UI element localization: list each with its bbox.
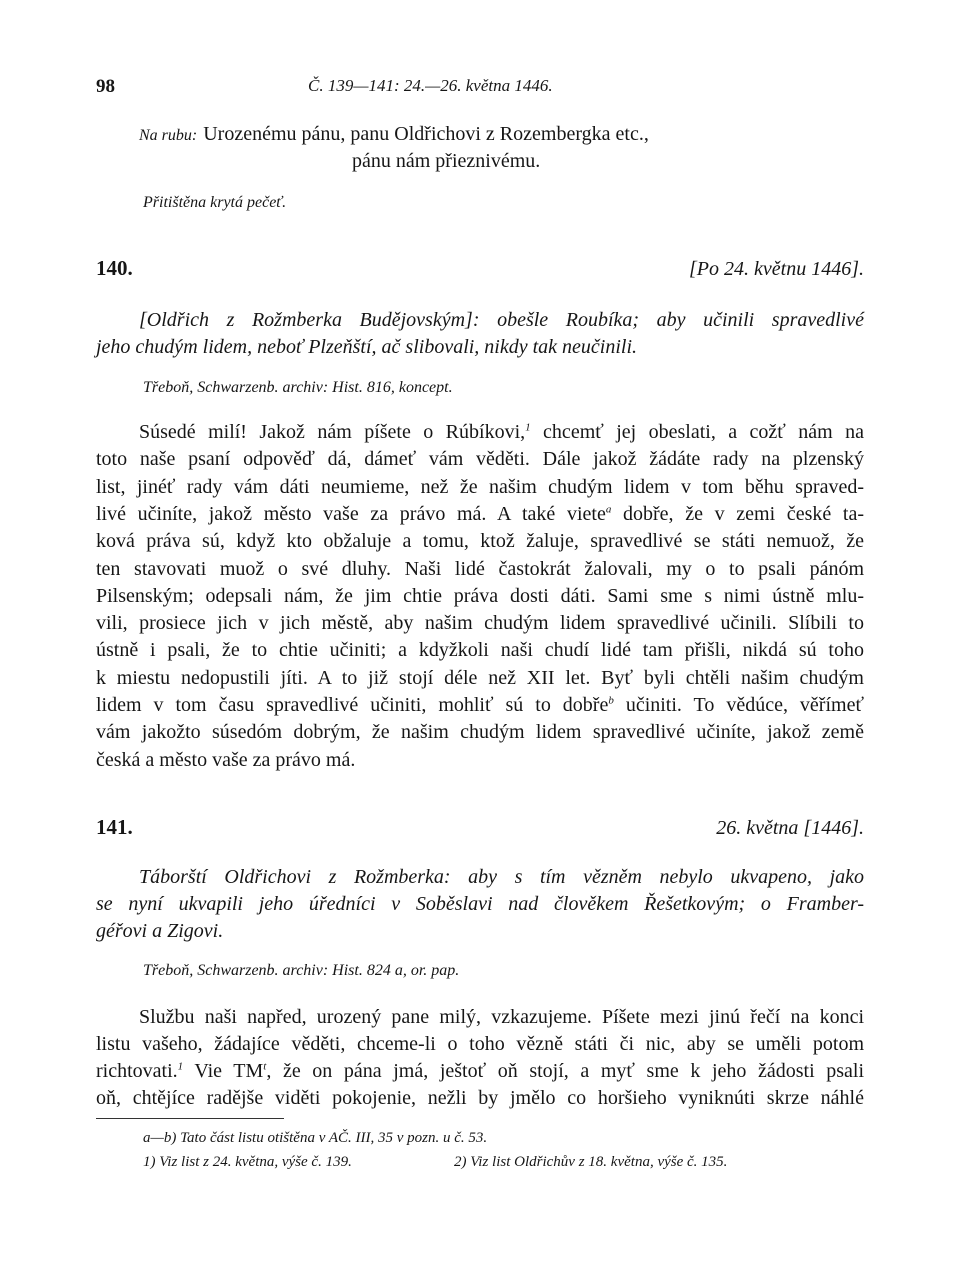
footnote-a-b: a—b) Tato část listu otištěna v AČ. III, 35 v pozn. u č. 53. xyxy=(143,1130,488,1146)
text-line xyxy=(139,1006,864,1029)
text-line xyxy=(96,448,864,471)
text-run: list, jinéť rady vám dáti neumieme, než že našim chudým lidem v tom běhu spraved- xyxy=(96,475,864,498)
text-run: k miestu nedopustili jíti. A to již stojí déle než XII let. Byť byli chtěli našim chudým xyxy=(96,666,864,689)
text-run: ústně i psali, že to chtie učiniti; a kdyžkoli naši chudí lidé tam přišli, nikdá sú toho xyxy=(96,639,864,662)
text-run: oň, chtějíce radějše viděti pokojenie, nežli by jmělo co horšieho vyniknúti skrze náhlé xyxy=(96,1087,864,1109)
text-run: učiniti. To vědúce, věřímeť xyxy=(613,694,864,716)
footnote-mark: 1 xyxy=(525,421,531,434)
footnote-1: 1) Viz list z 24. května, výše č. 139. xyxy=(143,1154,352,1170)
text-line xyxy=(96,558,864,581)
address-line-2: pánu nám přieznivému. xyxy=(352,150,541,172)
text-line xyxy=(96,1087,864,1110)
doc141-source: Třeboň, Schwarzenb. archiv: Hist. 824 a, or. pap. xyxy=(143,962,460,979)
doc141-regest-line: se nyní ukvapili jeho úředníci v Soběslavi nad člověkem Řešetkovým; o Framber- xyxy=(96,893,864,915)
text-run: toto naše psaní odpověď dá, dámeť vám věděti. Dále jakož žádáte rady na plzenský xyxy=(96,448,864,471)
text-line xyxy=(96,1060,864,1083)
text-line xyxy=(96,1033,864,1056)
text-run: Pilsenským; odepsali nám, že jim chtie práva dosti dáti. Sami sme s nimi ústně mlu- xyxy=(96,584,864,607)
address-line-1 xyxy=(139,123,649,146)
text-run: Súsedé milí! Jakož nám píšete o Rúbíkovi, xyxy=(139,421,526,443)
doc141-regest-line: Táborští Oldřichovi z Rožmberka: aby s tím vězněm nebylo ukvapeno, jako xyxy=(139,866,864,888)
text-run: lidem v tom času spravedlivé učiniti, mohliť sú to dobře xyxy=(96,694,609,716)
text-run: česká a město vaše za právo má. xyxy=(96,748,356,771)
footnote-rule xyxy=(96,1118,284,1119)
page-number: 98 xyxy=(96,76,115,97)
text-line xyxy=(96,667,864,690)
address-label: Na rubu: xyxy=(139,127,198,144)
text-run: chcemť jej obeslati, a cožť nám na xyxy=(530,421,864,443)
text-line xyxy=(96,721,864,744)
text-run: ten stavovati muož o své dluhy. Naši lidé častokrát žalovali, my o to psali pánóm xyxy=(96,557,864,580)
text-line xyxy=(96,694,864,717)
text-line xyxy=(96,749,355,772)
text-run: vili, prosiece jich v jich městě, aby našim chudým lidem spravedlivé učinili. Slíbili to xyxy=(96,612,864,635)
running-head: Č. 139—141: 24.—26. května 1446. xyxy=(308,76,553,95)
text-run: ková práva sú, když kto obžaluje a tomu, ktož žaluje, spravedlivé se státi nemuož, že xyxy=(96,530,864,553)
text-run: , že on pána jmá, ještoť oň stojí, a myť sme k jeho žádosti psali xyxy=(266,1060,865,1082)
doc140-date: [Po 24. květnu 1446]. xyxy=(689,258,864,280)
address-text-1: Urozenému pánu, panu Oldřichovi z Rozembergka etc., xyxy=(203,123,649,145)
text-run: listu vašeho, žádajíce věděti, chceme-li o toho vězně státi či nic, aby se uměli potom xyxy=(96,1033,864,1055)
doc140-regest-line: [Oldřich z Rožmberka Budějovským]: obešle Roubíka; aby učinili spravedlivé xyxy=(139,309,864,331)
doc140-regest-line: jeho chudým lidem, neboť Plzeňští, ač slibovali, nikdy tak neučinili. xyxy=(96,336,638,358)
text-run: vám jakožto súsedóm dobrým, že našim chudým lidem spravedlivé učiníte, jakož země xyxy=(96,721,864,744)
footnote-mark: 1 xyxy=(177,1060,184,1073)
text-run: richtovati. xyxy=(96,1060,178,1082)
footnote-mark: a xyxy=(605,503,612,516)
text-line xyxy=(96,612,864,635)
seal-note: Přitištěna krytá pečeť. xyxy=(143,194,287,211)
text-line xyxy=(96,530,864,553)
doc141-date: 26. května [1446]. xyxy=(716,817,864,839)
footnote-mark: b xyxy=(608,694,614,707)
text-line xyxy=(96,476,864,499)
text-line xyxy=(139,421,864,444)
doc140-source: Třeboň, Schwarzenb. archiv: Hist. 816, koncept. xyxy=(143,379,453,396)
doc141-regest-line: géřovi a Zigovi. xyxy=(96,920,224,942)
text-line xyxy=(96,639,864,662)
text-run: livé učiníte, jakož město vaše za právo má. A také viete xyxy=(96,502,606,525)
text-run: dobře, že v zemi české ta- xyxy=(611,502,864,525)
text-run: Službu naši napřed, urozený pane milý, vzkazujeme. Píšete mezi jinú řečí na konci xyxy=(139,1006,864,1028)
text-line xyxy=(96,503,864,526)
footnote-mark: t xyxy=(263,1060,267,1073)
footnote-2: 2) Viz list Oldřichův z 18. května, výše č. 135. xyxy=(454,1154,728,1170)
text-run: Vie TM xyxy=(183,1060,264,1082)
doc141-number: 141. xyxy=(96,815,133,839)
doc140-number: 140. xyxy=(96,256,133,280)
text-line xyxy=(96,585,864,608)
